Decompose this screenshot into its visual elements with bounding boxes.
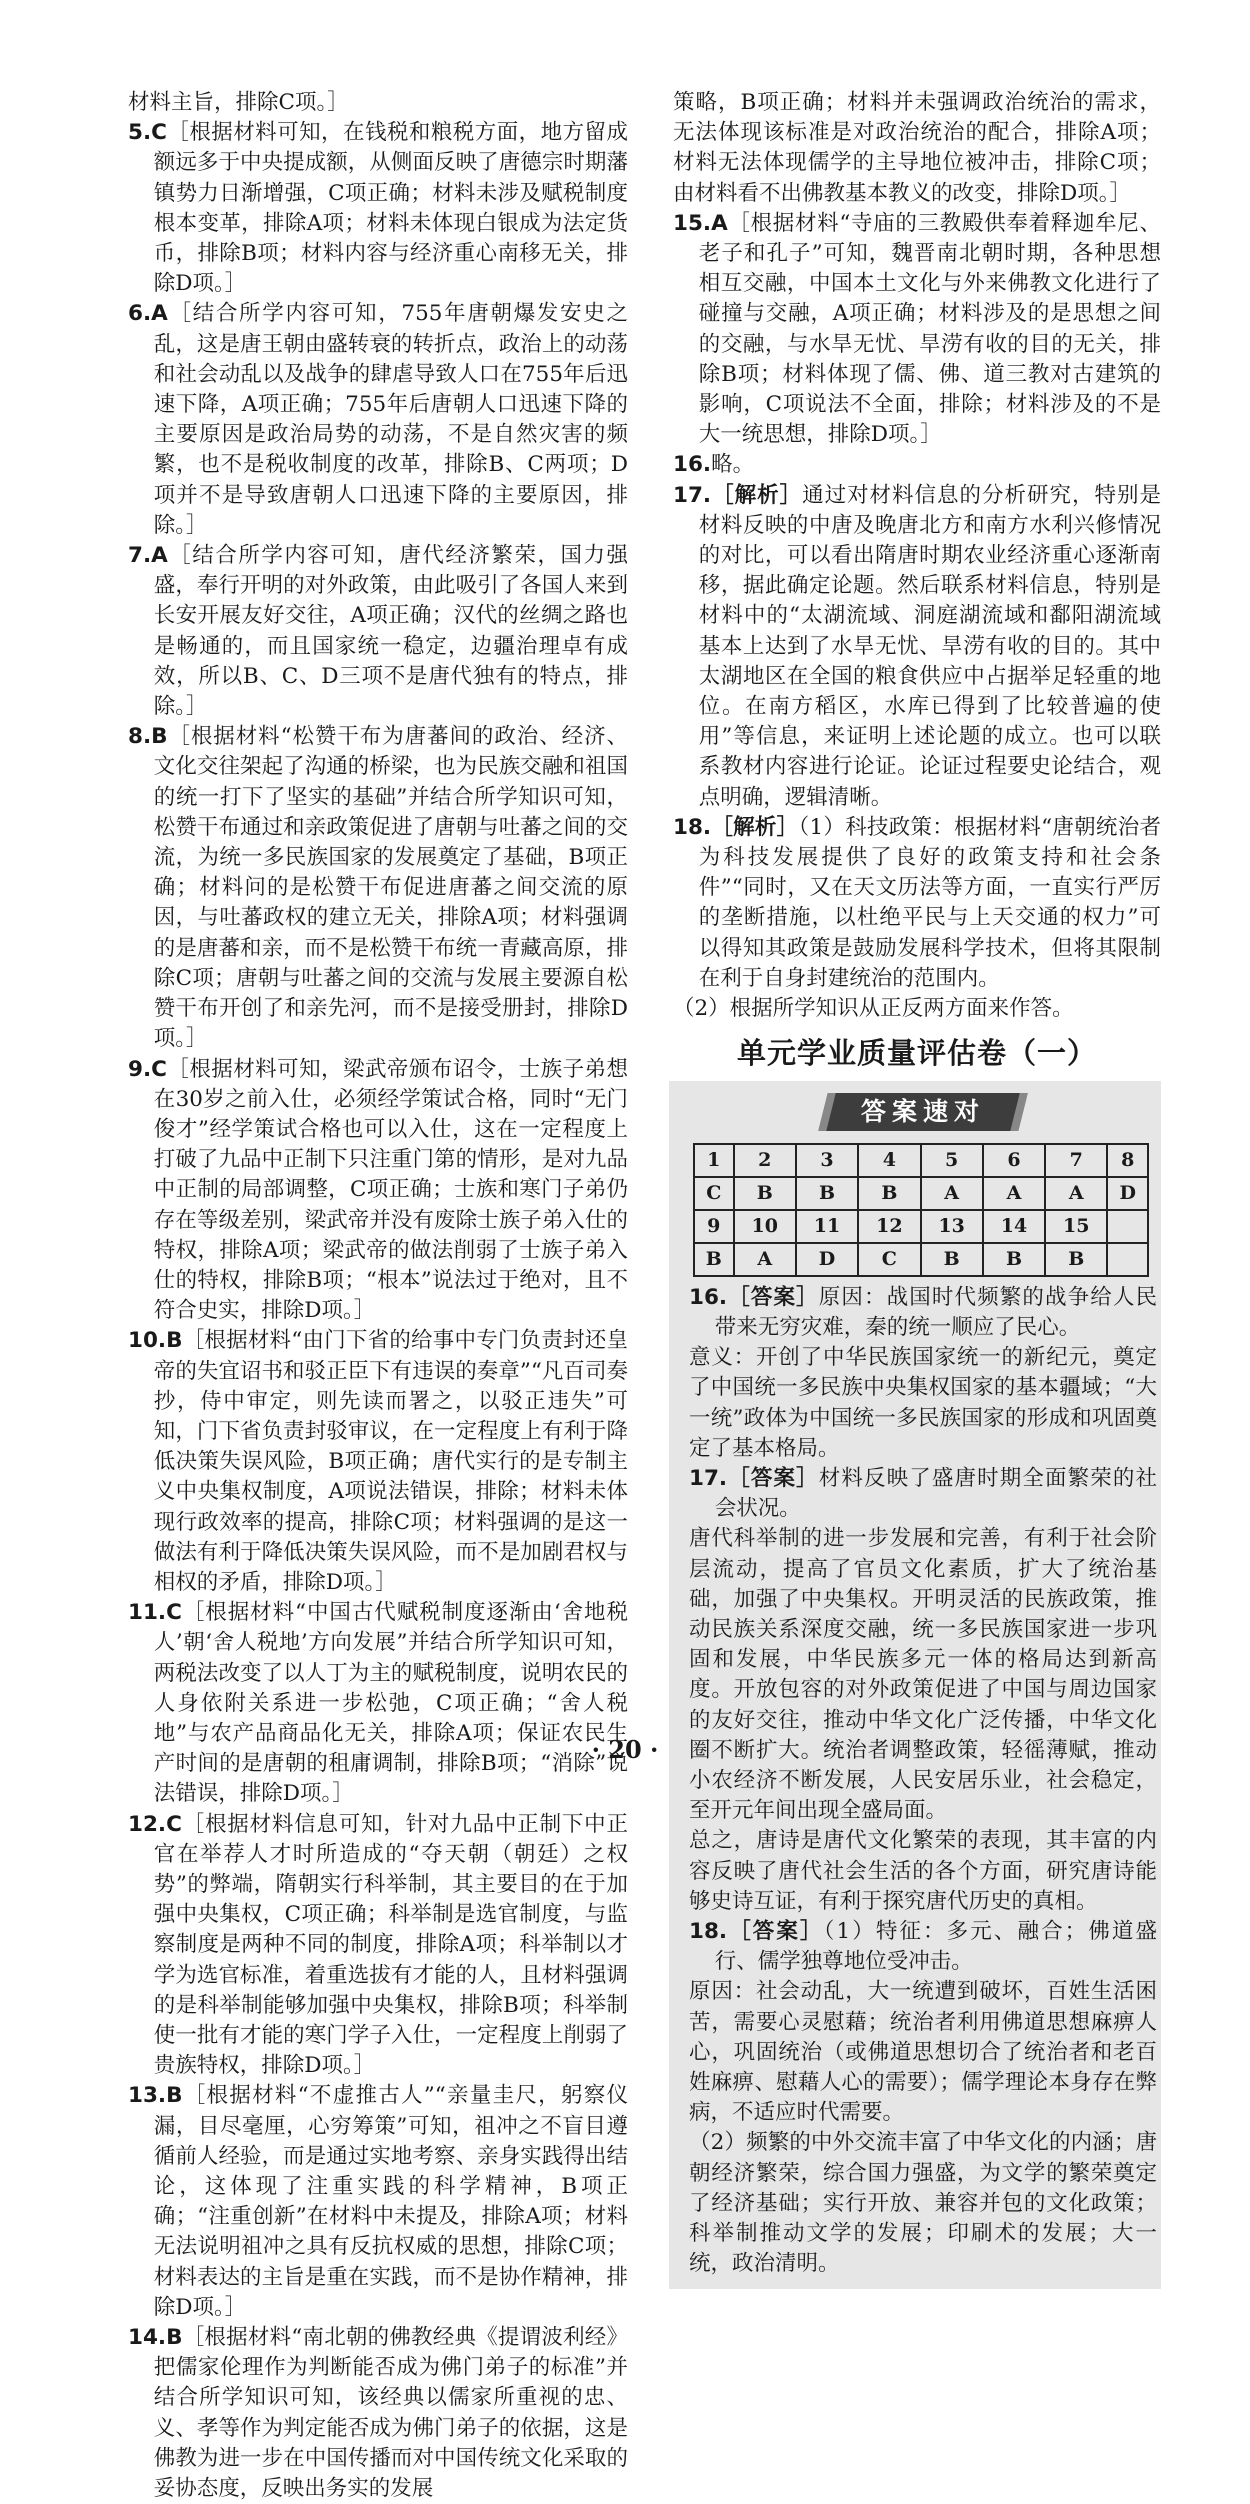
item-number: 5.C — [128, 120, 167, 146]
answer-cell: B — [796, 1177, 858, 1210]
item-text: ［根据材料“松赞干布为唐蕃间的政治、经济、文化交往架起了沟通的桥梁，也为民族交融和祖国的统一打下了坚实的基础”并结合所学知识可知，松赞干布通过和亲政策促进了唐朝与吐蕃之间的交流，为统一多民族国家的发展奠定了基础，B项正确；材料问的是松赞干布促进唐蕃之间交流的原因，与吐蕃政权的建立无关，排除A项；材料强调的是唐蕃和亲，而不是松赞干布统一青藏高原，排除C项；唐朝与吐蕃之间的交流与发展主要源自松赞干布开创了和亲先河，而不是接受册封，排除D项。］ — [153, 724, 628, 1052]
answer-item — [673, 209, 1161, 451]
item-number: 6.A — [128, 301, 168, 327]
item-text: 策略，B项正确；材料并未强调政治统治的需求，无法体现该标准是对政治统治的配合，排除A项；材料无法体现儒学的主导地位被冲击，排除C项；由材料看不出佛教基本教义的改变，排除D项。］ — [673, 90, 1161, 206]
item-text: ［根据材料“寺庙的三教殿供奉着释迦牟尼、老子和孔子”可知，魏晋南北朝时期，各种思想相互交融，中国本土文化与外来佛教文化进行了碰撞与交融，A项正确；材料涉及的是思想之间的交融，与水旱无忧、旱涝有收的目的无关，排除B项；材料体现了儒、佛、道三教对古建筑的影响，C项说法不全面，排除；材料涉及的不是大一统思想，排除D项。］ — [698, 210, 1161, 448]
answer-item — [673, 450, 1161, 480]
item-number: 17. — [673, 482, 712, 508]
item-number: 16. — [689, 1284, 728, 1310]
item-text: 原因：战国时代频繁的战争给人民带来无穷灾难，秦的统一顺应了民心。 — [714, 1284, 1157, 1340]
answer-item — [128, 2323, 628, 2504]
item-text: 唐代科举制的进一步发展和完善，有利于社会阶层流动，提高了官员文化素质，扩大了统治基础，加强了中央集权。开明灵活的民族政策，推动民族关系深度交融，统一多民族国家进一步巩固和发展，中华民族多元一体的格局达到新高度。开放包容的对外政策促进了中国与周边国家的友好交往，推动中华文化广泛传播，中华文化圈不断扩大。统治者调整政策，轻徭薄赋，推动小农经济不断发展，人民安居乐业，社会稳定，至开元年间出现全盛局面。 — [689, 1526, 1157, 1824]
answer-item — [673, 481, 1161, 813]
item-text: 总之，唐诗是唐代文化繁荣的表现，其丰富的内容反映了唐代社会生活的各个方面，研究唐诗能够史诗互证，有利于探究唐代历史的真相。 — [689, 1828, 1157, 1914]
answer-cell: 11 — [796, 1210, 858, 1243]
answer-cell: B — [983, 1243, 1045, 1276]
item-number: 9.C — [128, 1056, 167, 1082]
answer-paragraph — [689, 1343, 1157, 1464]
item-text: 原因：社会动乱，大一统遭到破坏，百姓生活困苦，需要心灵慰藉；统治者利用佛道思想麻痹人心，巩固统治（或佛道思想切合了统治者和老百姓麻痹、慰藉人心的需要）；儒学理论本身存在弊病，不适应时代需要。 — [689, 1979, 1157, 2126]
answer-cell: 3 — [796, 1144, 858, 1177]
answer-letter-row — [694, 1177, 1148, 1210]
question-number-row — [694, 1144, 1148, 1177]
answer-item — [689, 1917, 1157, 1977]
right-column — [673, 88, 1161, 2289]
item-text: ［根据材料“南北朝的佛教经典《提谓波利经》把儒家伦理作为判断能否成为佛门弟子的标准”并结合所学知识可知，该经典以儒家所重视的忠、义、孝等作为判定能否成为佛门弟子的依据，这是佛教为进一步在中国传播而对中国传统文化采取的妥协态度，反映出务实的发展 — [153, 2325, 628, 2502]
answer-cell: 13 — [921, 1210, 983, 1243]
answer-list — [689, 1283, 1157, 2280]
item-number: 18. — [673, 814, 712, 840]
answer-cell: 14 — [983, 1210, 1045, 1243]
item-tag: ［解析］ — [711, 814, 799, 840]
item-text: ［根据材料可知，梁武帝颁布诏令，士族子弟想在30岁之前入仕，必须经学策试合格，同时“无门俊才”经学策试合格也可以入仕，这在一定程度上打破了九品中正制下只注重门第的情形，是对九品中正制的局部调整，C项正确；士族和寒门子弟仍存在等级差别，梁武帝并没有废除士族子弟入仕的特权，排除A项；梁武帝的做法削弱了士族子弟入仕的特权，排除B项；“根本”说法过于绝对，且不符合史实，排除D项。］ — [153, 1056, 628, 1324]
item-number: 15.A — [673, 210, 728, 236]
answer-item — [128, 1598, 628, 1809]
item-text: 意义：开创了中华民族国家统一的新纪元，奠定了中国统一多民族中央集权国家的基本疆域；“大一统”政体为中国统一多民族国家的形成和巩固奠定了基本格局。 — [689, 1345, 1157, 1461]
item-text: （2）根据所学知识从正反两方面来作答。 — [673, 996, 1074, 1022]
answer-cell: D — [796, 1243, 858, 1276]
item-tag: ［解析］ — [711, 482, 803, 508]
answer-item — [128, 541, 628, 722]
answer-cell: 2 — [734, 1144, 796, 1177]
answer-paragraph — [689, 1977, 1157, 2128]
answer-cell: 4 — [858, 1144, 920, 1177]
answer-banner-wrap — [689, 1093, 1157, 1131]
item-number: 10.B — [128, 1328, 183, 1354]
item-number: 7.A — [128, 543, 168, 569]
item-number: 14.B — [128, 2325, 183, 2351]
item-tag: ［答案］ — [727, 1465, 819, 1491]
answer-item — [128, 1055, 628, 1327]
answer-cell — [1107, 1210, 1148, 1243]
answer-cell: 7 — [1045, 1144, 1107, 1177]
answer-cell: C — [694, 1177, 734, 1210]
answer-banner-label: 答案速对 — [860, 1096, 985, 1126]
answer-letter-row — [694, 1243, 1148, 1276]
answer-cell — [1107, 1243, 1148, 1276]
answer-key-box — [669, 1081, 1161, 2290]
item-text: 材料主旨，排除C项。］ — [128, 90, 349, 115]
item-text: ［根据材料可知，在钱税和粮税方面，地方留成额远多于中央提成额，从侧面反映了唐德宗时期藩镇势力日渐增强，C项正确；材料未涉及赋税制度根本变革，排除A项；材料未体现白银成为法定货币，排除B项；材料内容与经济重心南移无关，排除D项。］ — [153, 120, 628, 297]
item-text: 略。 — [711, 452, 755, 478]
item-text: ［根据材料信息可知，针对九品中正制下中正官在举荐人才时所造成的“夺天朝（朝廷）之权势”的弊端，隋朝实行科举制，其主要目的在于加强中央集权，C项正确；科举制是选官制度，与监察制度是两种不同的制度，排除A项；科举制以才学为选官标准，着重选拔有才能的人，且材料强调的是科举制能够加强中央集权，排除B项；科举制使一批有才能的寒门学子入仕，一定程度上削弱了贵族特权，排除D项。］ — [153, 1811, 628, 2079]
answer-cell: 5 — [921, 1144, 983, 1177]
answer-item — [128, 1810, 628, 2082]
section-title: 单元学业质量评估卷（一） — [736, 1036, 1097, 1071]
answer-cell: 8 — [1107, 1144, 1148, 1177]
page-number: · 20 · — [591, 1735, 659, 1764]
answer-item — [673, 813, 1161, 994]
item-text: （1）科技政策：根据材料“唐朝统治者为科技发展提供了良好的政策支持和社会条件”“同时，又在天文历法等方面，一直实行严厉的垄断措施，以杜绝平民与上天交通的权力”可以得知其政策是鼓励发展科学技术，但将其限制在利于自身封建统治的范围内。 — [698, 814, 1161, 991]
answer-item — [128, 722, 628, 1054]
answer-paragraph — [689, 1524, 1157, 1826]
answer-cell: 12 — [858, 1210, 920, 1243]
answer-cell: 10 — [734, 1210, 796, 1243]
item-text: （2）频繁的中外交流丰富了中华文化的内涵；唐朝经济繁荣，综合国力强盛，为文学的繁荣奠定了经济基础；实行开放、兼容并包的文化政策；科举制推动文学的发展；印刷术的发展；大一统，政治清明。 — [689, 2130, 1157, 2277]
item-number: 12.C — [128, 1811, 182, 1837]
answer-cell: A — [734, 1243, 796, 1276]
answer-cell: D — [1107, 1177, 1148, 1210]
answer-cell: 1 — [694, 1144, 734, 1177]
item-tag: ［答案］ — [727, 1284, 819, 1310]
answer-cell: B — [921, 1243, 983, 1276]
item-text: ［结合所学内容可知，755年唐朝爆发安史之乱，这是唐王朝由盛转衰的转折点，政治上的动荡和社会动乱以及战争的肆虐导致人口在755年后迅速下降，A项正确；755年后唐朝人口迅速下降的主要原因是政治局势的动荡，不是自然灾害的频繁，也不是税收制度的改革，排除B、C两项；D项并不是导致唐朝人口迅速下降的主要原因，排除。］ — [153, 301, 628, 538]
answer-cell: 15 — [1045, 1210, 1107, 1243]
answer-item — [689, 1283, 1157, 1343]
answer-item — [689, 1464, 1157, 1524]
answer-item — [128, 1326, 628, 1598]
continued-text — [673, 994, 1161, 1024]
answer-paragraph — [689, 1826, 1157, 1917]
answer-cell: B — [734, 1177, 796, 1210]
answer-cell: C — [858, 1243, 920, 1276]
item-text: 通过对材料信息的分析研究，特别是材料反映的中唐及晚唐北方和南方水利兴修情况的对比，可以看出隋唐时期农业经济重心逐渐南移，据此确定论题。然后联系材料信息，特别是材料中的“太湖流域、洞庭湖流域和鄱阳湖流域基本上达到了水旱无忧、旱涝有收的目的。其中太湖地区在全国的粮食供应中占据举足轻重的地位。在南方稻区，水库已得到了比较普遍的使用”等信息，来证明上述论题的成立。也可以联系教材内容进行论证。论证过程要史论结合，观点明确，逻辑清晰。 — [698, 482, 1161, 810]
item-number: 17. — [689, 1465, 728, 1491]
answer-cell: B — [858, 1177, 920, 1210]
answer-item — [128, 118, 628, 299]
item-text: ［根据材料“由门下省的给事中专门负责封还皇帝的失宜诏书和驳正臣下有违误的奏章”“凡百司奏抄，侍中审定，则先读而署之，以驳正违失”可知，门下省负责封驳审议，在一定程度上有利于降低决策失误风险，B项正确；唐代实行的是专制主义中央集权制度，A项说法错误，排除；材料未体现行政效率的提高，排除C项；材料强调的是这一做法有利于降低决策失误风险，而不是加剧君权与相权的矛盾，排除D项。］ — [153, 1328, 628, 1595]
item-text: ［根据材料“中国古代赋税制度逐渐由‘舍地税人’朝‘舍人税地’方向发展”并结合所学知识可知，两税法改变了以人丁为主的赋税制度，说明农民的人身依附关系进一步松弛，C项正确；“舍人税地”与农产品商品化无关，排除A项；保证农民生产时间的是唐朝的租庸调制，排除B项；“消除”说法错误，排除D项。］ — [153, 1600, 628, 1807]
question-number-row — [694, 1210, 1148, 1243]
answer-cell: B — [1045, 1243, 1107, 1276]
item-tag: ［答案］ — [727, 1918, 824, 1944]
item-text: ［根据材料“不虚推古人”“亲量圭尺，躬察仪漏，目尽毫厘，心穷筹策”可知，祖冲之不盲目遵循前人经验，而是通过实地考察、亲身实践得出结论，这体现了注重实践的科学精神，B项正确；“注重创新”在材料中未提及，排除A项；材料无法说明祖冲之具有反抗权威的思想，排除C项；材料表达的主旨是重在实践，而不是协作精神，排除D项。］ — [153, 2083, 628, 2320]
answer-table — [693, 1143, 1149, 1277]
answer-cell: 6 — [983, 1144, 1045, 1177]
answer-cell: A — [983, 1177, 1045, 1210]
answer-cell: 9 — [694, 1210, 734, 1243]
continued-text — [673, 88, 1161, 209]
item-text: 材料反映了盛唐时期全面繁荣的社会状况。 — [714, 1465, 1157, 1522]
answer-cell: A — [1045, 1177, 1107, 1210]
answer-cell: B — [694, 1243, 734, 1276]
left-column — [128, 88, 628, 2504]
answer-paragraph — [689, 2128, 1157, 2279]
item-text: ［结合所学内容可知，唐代经济繁荣，国力强盛，奉行开明的对外政策，由此吸引了各国人来到长安开展友好交往，A项正确；汉代的丝绸之路也是畅通的，而且国家统一稳定，边疆治理卓有成效，所以B、C、D三项不是唐代独有的特点，排除。］ — [153, 543, 628, 720]
item-number: 16. — [673, 452, 712, 478]
item-number: 8.B — [128, 724, 168, 750]
continued-text — [128, 88, 628, 118]
answer-item — [128, 299, 628, 541]
item-number: 11.C — [128, 1600, 182, 1626]
explanation-list-right — [673, 88, 1161, 1024]
answer-banner — [818, 1093, 1028, 1131]
item-text: （1）特征：多元、融合；佛道盛行、儒学独尊地位受冲击。 — [714, 1918, 1157, 1975]
item-number: 18. — [689, 1918, 728, 1944]
answer-item — [128, 2081, 628, 2323]
item-number: 13.B — [128, 2083, 183, 2109]
answer-cell: A — [921, 1177, 983, 1210]
